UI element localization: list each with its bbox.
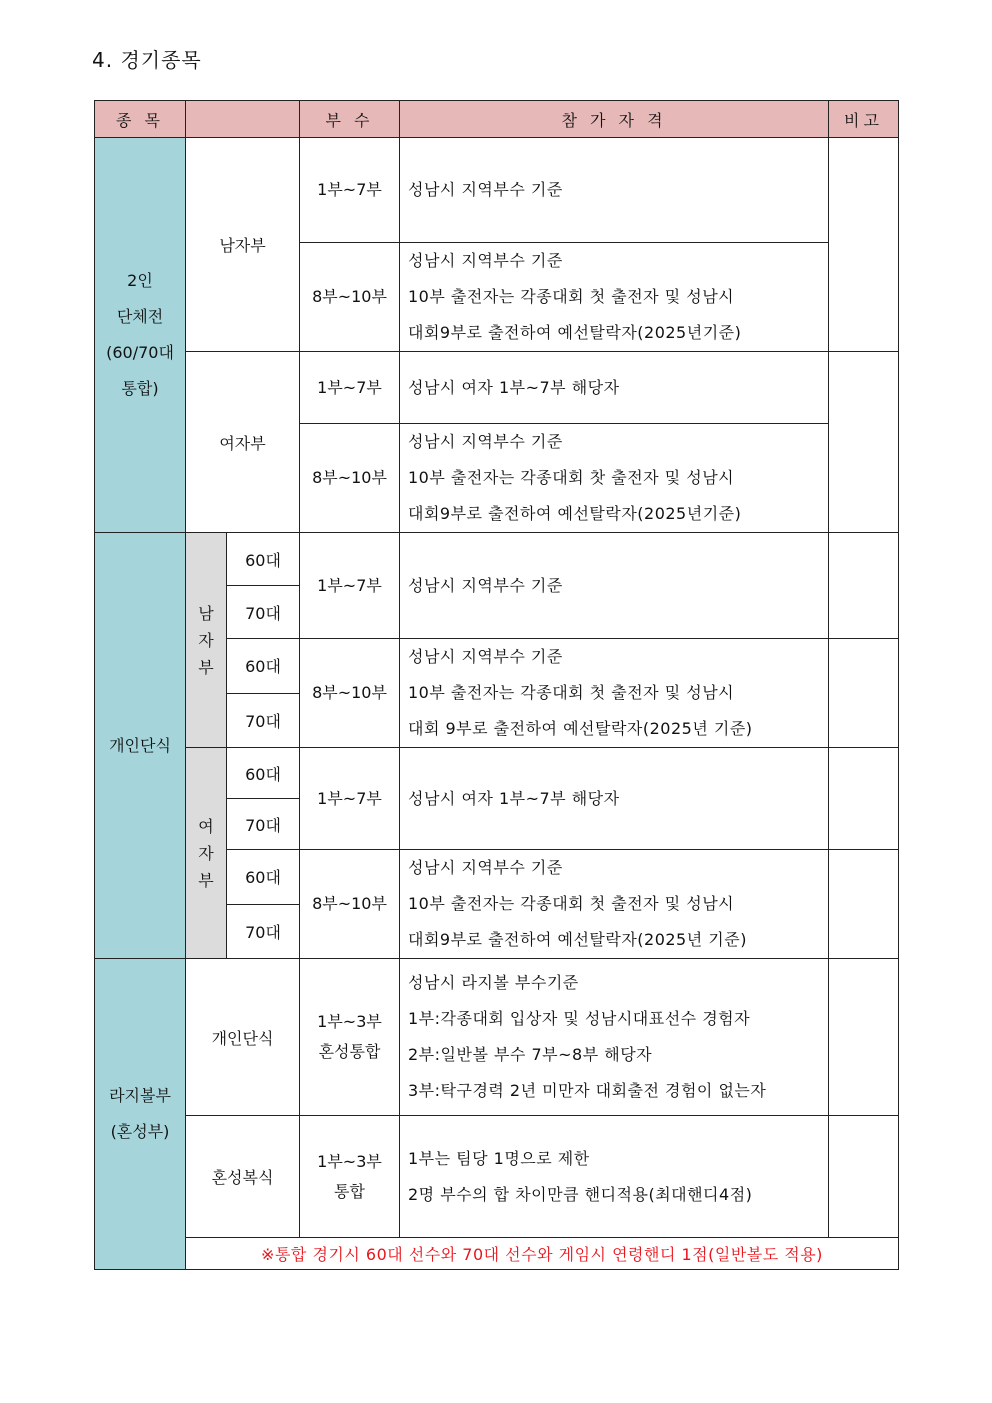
individual-women-label: 여 자 부 [186,748,227,959]
handicap-note: ※통합 경기시 60대 선수와 70대 선수와 게임시 연령핸디 1점(일반볼도 적용) [186,1238,899,1270]
table-row [95,138,899,243]
age-cell: 60대 [227,533,300,586]
qualification-cell: 성남시 지역부수 기준 [400,533,829,639]
events-table [94,100,899,1270]
remarks-cell [829,639,899,748]
division-cell: 1부~7부 [300,748,400,850]
largeball-singles-label: 개인단식 [186,959,300,1116]
header-event: 종 목 [95,101,186,138]
table-row [95,533,899,586]
individual-men-label: 남 자 부 [186,533,227,748]
section-title: 4. 경기종목 [92,48,202,72]
category-individual: 개인단식 [95,533,186,959]
table-header-row [95,101,899,138]
qualification-cell: 성남시 지역부수 기준 10부 출전자는 각종대회 찻 출전자 및 성남시 대회9부로 출전하여 예선탈락자(2025년기준) [400,424,829,533]
team-women-label: 여자부 [186,352,300,533]
division-cell: 1부~7부 [300,138,400,243]
remarks-cell [829,959,899,1116]
qualification-cell: 1부는 팀당 1명으로 제한 2명 부수의 합 차이만큼 핸디적용(최대핸디4점) [400,1116,829,1238]
remarks-cell [829,352,899,533]
age-cell: 60대 [227,639,300,694]
division-cell: 8부~10부 [300,243,400,352]
age-cell: 60대 [227,748,300,799]
division-cell: 1부~3부 혼성통합 [300,959,400,1116]
age-cell: 70대 [227,693,300,748]
qualification-cell: 성남시 지역부수 기준 10부 출전자는 각종대회 첫 출전자 및 성남시 대회 9부로 출전하여 예선탈락자(2025년 기준) [400,639,829,748]
largeball-doubles-label: 혼성복식 [186,1116,300,1238]
remarks-cell [829,850,899,959]
age-cell: 60대 [227,850,300,905]
header-qualification: 참 가 자 격 [400,101,829,138]
table-row [95,748,899,799]
table-row [95,1116,899,1238]
table-row [95,1238,899,1270]
qualification-cell: 성남시 여자 1부~7부 해당자 [400,748,829,850]
division-cell: 8부~10부 [300,639,400,748]
remarks-cell [829,748,899,850]
age-cell: 70대 [227,799,300,850]
header-blank [186,101,300,138]
header-remarks: 비고 [829,101,899,138]
division-cell: 1부~3부 통합 [300,1116,400,1238]
team-men-label: 남자부 [186,138,300,352]
qualification-cell: 성남시 라지볼 부수기준 1부:각종대회 입상자 및 성남시대표선수 경험자 2부:일반볼 부수 7부~8부 해당자 3부:탁구경력 2년 미만자 대회출전 경험이 없는자 [400,959,829,1116]
division-cell: 1부~7부 [300,352,400,424]
remarks-cell [829,1116,899,1238]
age-cell: 70대 [227,904,300,959]
header-division: 부 수 [300,101,400,138]
division-cell: 8부~10부 [300,424,400,533]
qualification-cell: 성남시 지역부수 기준 10부 출전자는 각종대회 첫 출전자 및 성남시 대회9부로 출전하여 예선탈락자(2025년기준) [400,243,829,352]
remarks-cell [829,138,899,352]
table-row [95,352,899,424]
qualification-cell: 성남시 지역부수 기준 [400,138,829,243]
category-team: 2인 단체전 (60/70대 통합) [95,138,186,533]
table-row [95,959,899,1116]
qualification-cell: 성남시 지역부수 기준 10부 출전자는 각종대회 첫 출전자 및 성남시 대회9부로 출전하여 예선탈락자(2025년 기준) [400,850,829,959]
qualification-cell: 성남시 여자 1부~7부 해당자 [400,352,829,424]
division-cell: 8부~10부 [300,850,400,959]
division-cell: 1부~7부 [300,533,400,639]
category-largeball: 라지볼부 (혼성부) [95,959,186,1270]
remarks-cell [829,533,899,639]
age-cell: 70대 [227,586,300,639]
